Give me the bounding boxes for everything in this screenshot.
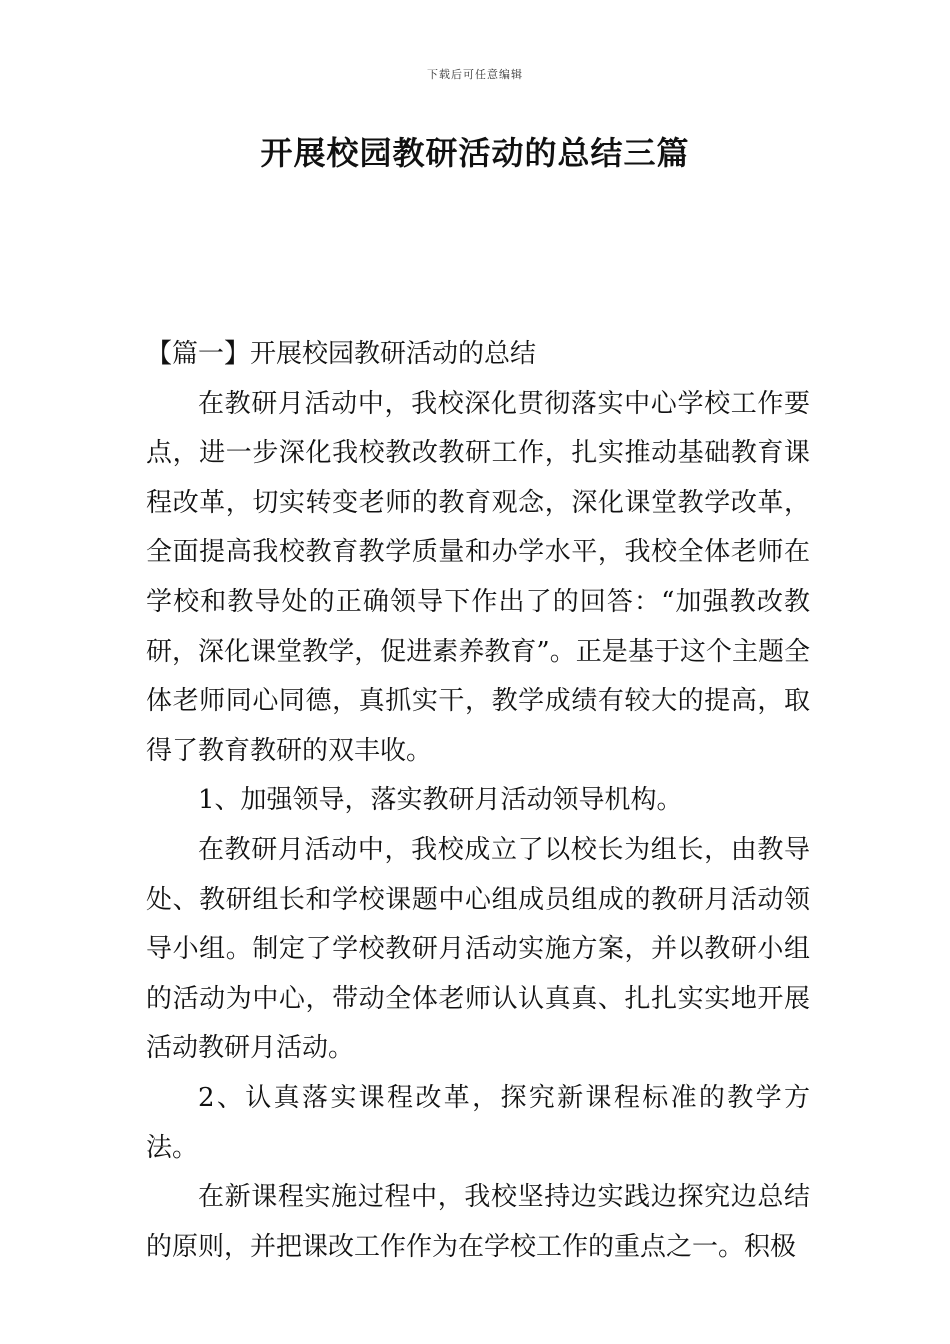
paragraph-point-2-body: 在新课程实施过程中，我校坚持边实践边探究边总结的原则，并把课改工作作为在学校工作的重点之一。积极 [146,1182,810,1262]
paragraph-point-1-heading: 1、加强领导，落实教研月活动领导机构。 [198,785,683,816]
paragraph-point-1-body: 在教研月活动中，我校成立了以校长为组长，由教导处、教研组长和学校课题中心组成员组成的教研月活动领导小组。制定了学校教研月活动实施方案，并以教研小组的活动为中心，带动全体老师认认真真、扎扎实实地开展活动教研月活动。 [146,834,810,1064]
section-heading: 【篇一】开展校园教研活动的总结 [146,339,537,369]
paragraph-point-2-heading: 2、认真落实课程改革，探究新课程标准的教学方法。 [146,1082,810,1163]
document-body [146,330,810,1272]
header-note: 下载后可任意编辑 [427,68,523,81]
document-title: 开展校园教研活动的总结三篇 [260,134,690,172]
paragraph-intro: 在教研月活动中，我校深化贯彻落实中心学校工作要点，进一步深化我校教改教研工作，扎实推动基础教育课程改革，切实转变老师的教育观念，深化课堂教学改革，全面提高我校教育教学质量和办学水平，我校全体老师在学校和教导处的正确领导下作出了的回答：“加强教改教研，深化课堂教学，促进素养教育”。正是基于这个主题全体老师同心同德，真抓实干，教学成绩有较大的提高，取得了教育教研的双丰收。 [146,388,810,766]
